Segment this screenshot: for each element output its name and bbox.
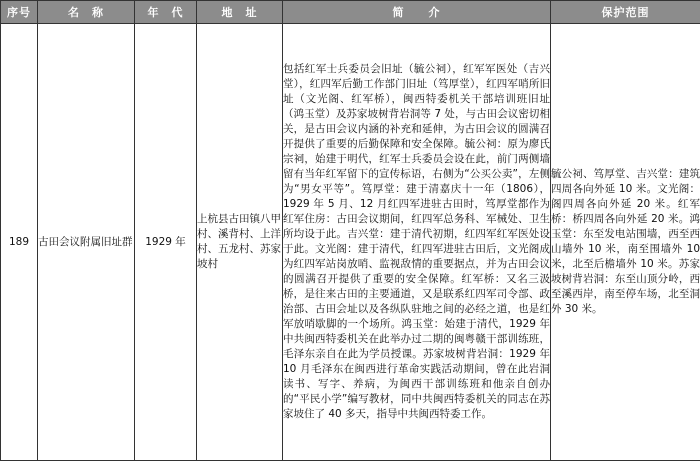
header-number: 序号	[1, 1, 38, 24]
site-era: 1929 年	[135, 24, 197, 461]
header-protection-scope: 保护范围	[551, 1, 700, 24]
table-header-row	[1, 1, 700, 24]
header-era: 年 代	[135, 1, 197, 24]
site-name: 古田会议附属旧址群	[38, 24, 135, 461]
site-address: 上杭县古田镇八甲村、溪背村、上洋村、五龙村、苏家坡村	[197, 24, 283, 461]
header-name: 名 称	[38, 1, 135, 24]
row-number: 189	[1, 24, 38, 461]
introduction-text: 包括红军士兵委员会旧址（毓公祠），红军军医处（吉兴堂），红四军后勤工作部门旧址（笃厚堂），红四军哨所旧址（文光阁、红军桥），闽西特委机关干部培训班旧址（鸿玉堂）及苏家坡树背岩洞等 7 处，与古田会议密切相关，是古田会议内涵的补充和延伸，为古田会议的圆满召开提供了重要的后勤保障和安全保障。毓公祠：原为廖氏宗祠，始建于明代，红军士兵委员会设在此，前门两侧墙留有当年红军留下的宣传标语，右侧为“公买公卖”，左侧为“男女平等”。笃厚堂：建于清嘉庆十一年（1806），1929 年 5 月、12 月红四军进驻古田时，笃厚堂都作为红军住房：古田会议期间，红四军总务科、军械处、卫生所均设于此。吉兴堂：建于清代初期，红四军红军医处设于此。文光阁：建于清代，红四军进驻古田后，文光阁成为红四军站岗放哨、监视敌情的重要据点，并为古田会议的圆满召开提供了重要的安全保障。红军桥：又名三汲桥，是往来古田的主要通道，又是联系红四军司令部、政治部、古田会址以及各纵队驻地之间的必经之道，也是红军放哨歇脚的一个场所。鸿玉堂：始建于清代，1929 年中共闽西特委机关在此举办过二期的闽粤赣干部训练班，毛泽东亲自在此为学员授课。苏家坡树背岩洞：1929 年 10 月毛泽东在闽西进行革命实践活动期间，曾在此岩洞读书、写字、养病，为闽西干部训练班和他亲自创办的“平民小学”编写教材，同中共闽西特委机关的同志在苏家坡住了 40 多天，指导中共闽西特委工作。	[283, 62, 550, 422]
protection-scope-text: 毓公祠、笃厚堂、吉兴堂：建筑四周各向外延 10 米。文光阁：阁四周各向外延 20 米。红军桥：桥四周各向外延 20 米。鸿玉堂：东至发电站围墙，西至西山墙外 10 米，南至围墙外 10 米，北至后檐墙外 10 米。苏家坡树背岩洞：东至山顶分岭，西至溪西岸，南至停车场，北至洞外 30 米。	[551, 167, 700, 317]
header-introduction: 简 介	[283, 1, 551, 24]
protection-scope	[551, 24, 700, 461]
table-row	[1, 24, 700, 461]
site-introduction	[283, 24, 551, 461]
header-address: 地 址	[197, 1, 283, 24]
